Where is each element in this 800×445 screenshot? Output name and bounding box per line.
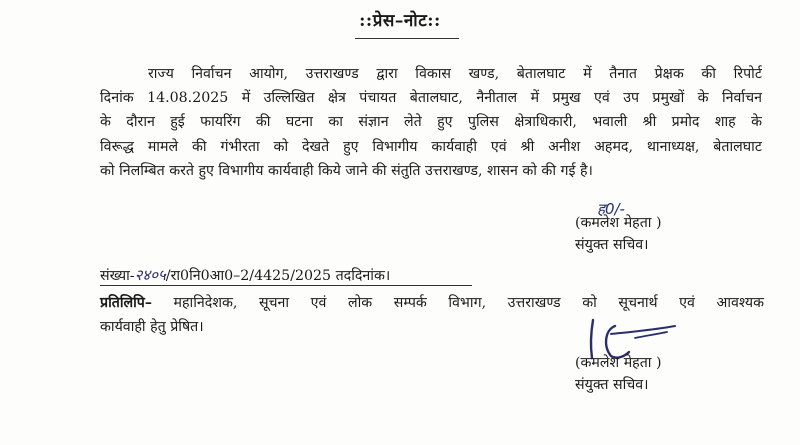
body-line: दिनांक 14.08.2025 में उल्लिखित क्षेत्र पंचायत बेतालघाट, नैनीताल में प्रमुख एवं उप प्रमुखों के निर्वाचन: [100, 90, 762, 107]
body-line: को निलम्बित करते हुए विभागीय कार्यवाही किये जाने की संतुति उत्तराखण्ड, शासन को की गई है।: [100, 162, 593, 179]
body-line: राज्य निर्वाचन आयोग, उत्तराखण्ड द्वारा विकास खण्ड, बेतालघाट में तैनात प्रेक्षक की रिपोर्ट: [148, 66, 762, 82]
body-line: विरूद्ध मामले की गंभीरता को देखते हुए विभागीय कार्यवाही एवं श्री अनीश अहमद, थानाध्यक्ष, बेतालघाट: [100, 138, 762, 155]
signatory-designation: संयुक्त सचिव।: [575, 237, 649, 253]
reference-handwritten-number: २४०५: [134, 266, 166, 284]
signatory-name: (कमलेश मेहता ): [575, 355, 662, 371]
copy-to-text: महानिदेशक, सूचना एवं लोक सम्पर्क विभाग, उत्तराखण्ड को सूचनार्थ एवं आवश्यक: [151, 295, 764, 311]
signatory-block-1: [575, 212, 662, 256]
signatory-designation: संयुक्त सचिव।: [575, 377, 649, 393]
reference-suffix: /रा0नि0आ0–2/4425/2025 तददिनांक।: [165, 268, 391, 284]
copy-to-line: कार्यवाही हेतु प्रेषित।: [100, 319, 204, 336]
initials-text: ह0/-: [597, 200, 625, 218]
page-title: ::प्रेस–नोट::: [359, 11, 441, 31]
reference-number: [100, 264, 390, 287]
signatory-block-2: [575, 352, 662, 396]
reference-prefix: संख्या-: [100, 268, 135, 284]
press-note-body: [100, 62, 762, 183]
signatory-name: (कमलेश मेहता ): [575, 215, 662, 231]
title-underline: [355, 38, 459, 39]
body-line: के दौरान हुई फायरिंग की घटना का संज्ञान लेते हुए पुलिस क्षेत्राधिकारी, भवाली श्री प्रमोद शाह के: [100, 114, 762, 131]
copy-to-label: प्रतिलिपि–: [100, 295, 152, 311]
reference-underline: [100, 285, 472, 286]
